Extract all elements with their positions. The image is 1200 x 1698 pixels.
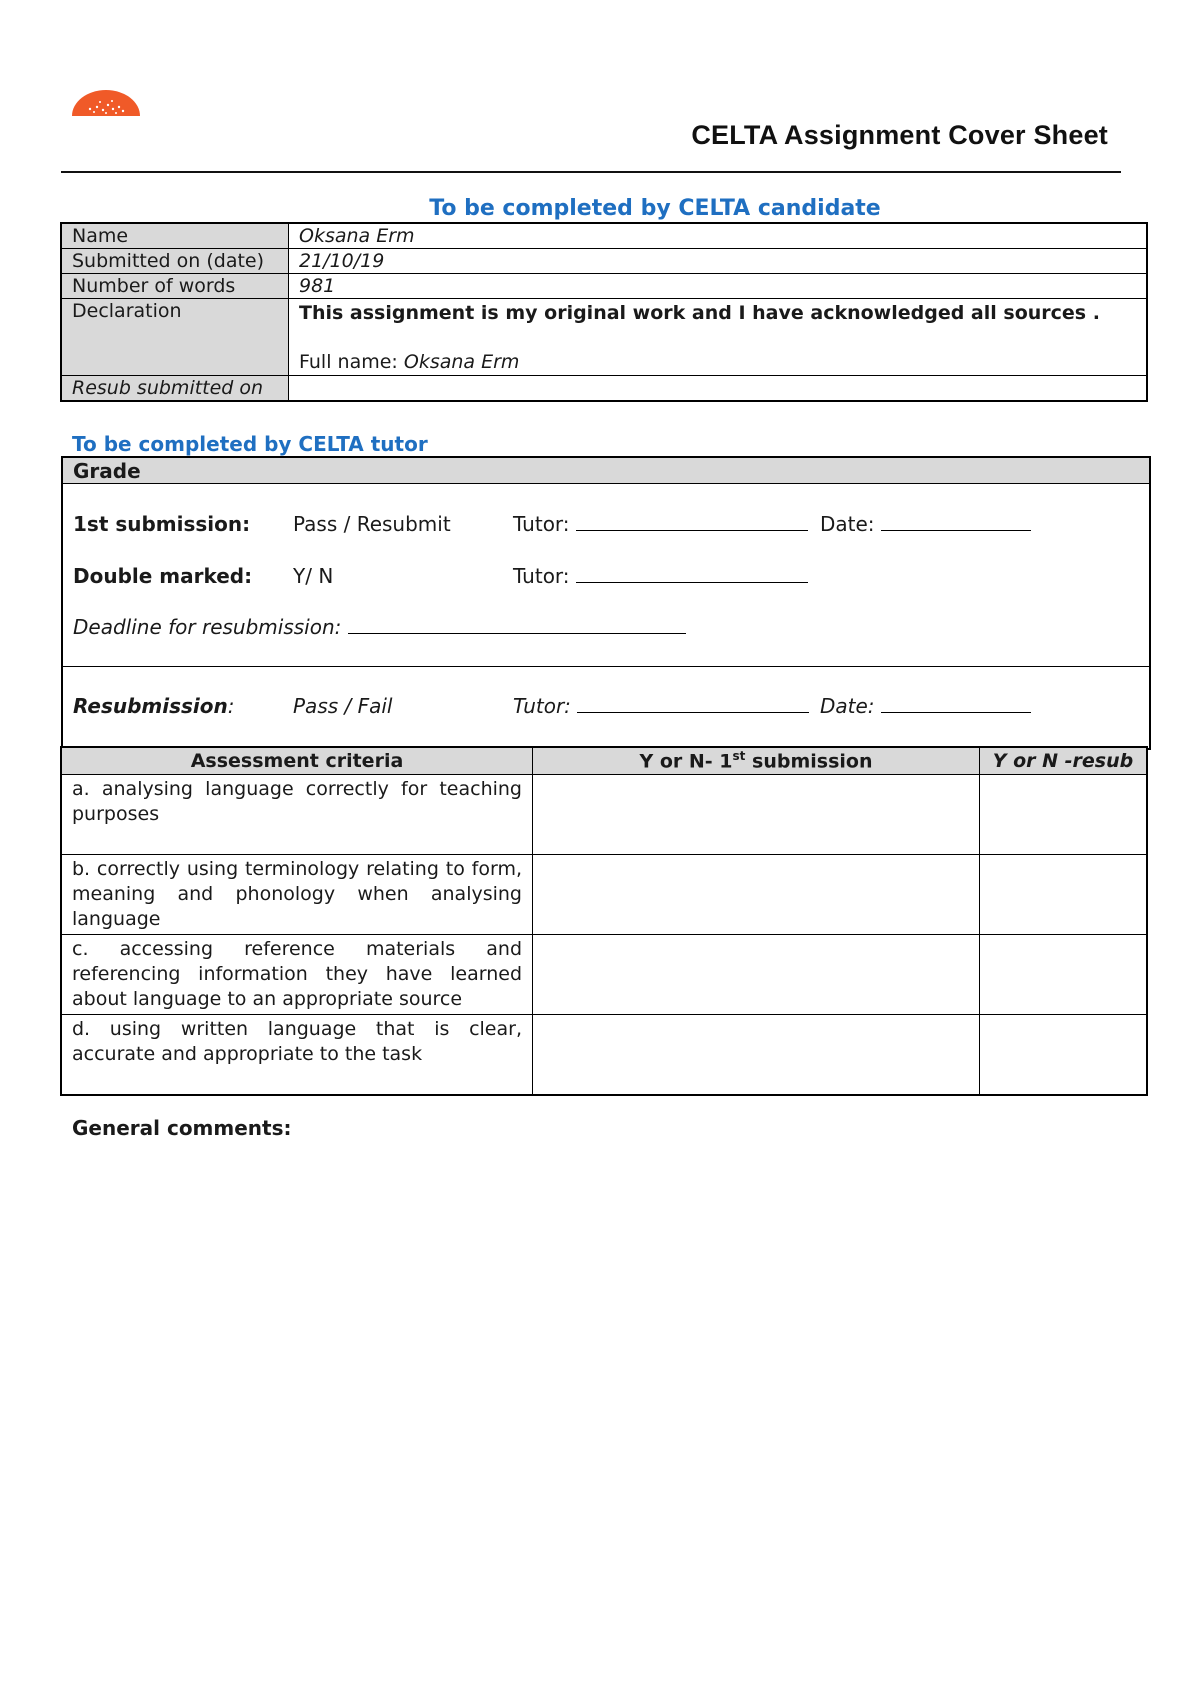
resubmission-colon: : xyxy=(227,694,235,718)
double-marked-tutor xyxy=(513,564,808,588)
declaration-cell xyxy=(289,299,1148,376)
candidate-section-heading: To be completed by CELTA candidate xyxy=(429,196,881,221)
deadline-label: Deadline for resubmission: xyxy=(73,615,342,639)
full-name-value[interactable]: Oksana Erm xyxy=(403,351,520,373)
first-submission-options[interactable]: Pass / Resubmit xyxy=(293,512,451,536)
resub-submitted-value[interactable] xyxy=(289,376,1148,402)
resubmission-tutor xyxy=(513,694,809,718)
submitted-on-value[interactable]: 21/10/19 xyxy=(289,249,1148,274)
first-submission-cell[interactable] xyxy=(533,775,980,855)
tutor-label: Tutor: xyxy=(513,694,571,718)
first-submission-cell[interactable] xyxy=(533,935,980,1015)
grade-divider xyxy=(63,666,1149,667)
grade-box xyxy=(61,456,1151,750)
table-row xyxy=(61,376,1147,402)
resub-cell[interactable] xyxy=(980,855,1148,935)
name-label: Name xyxy=(61,223,289,249)
name-value[interactable]: Oksana Erm xyxy=(289,223,1148,249)
table-header-row xyxy=(61,747,1147,775)
criterion-d: d. using written language that is clear, accurate and appropriate to the task xyxy=(61,1015,533,1096)
date-line[interactable] xyxy=(881,694,1031,713)
full-name-label: Full name: xyxy=(299,351,404,373)
first-submission-date xyxy=(820,512,1031,536)
grade-title: Grade xyxy=(63,458,1149,484)
tutor-label: Tutor: xyxy=(513,564,570,588)
resub-cell[interactable] xyxy=(980,935,1148,1015)
full-name-line xyxy=(299,350,1136,374)
table-row xyxy=(61,223,1147,249)
first-submission-tutor xyxy=(513,512,808,536)
resub-cell[interactable] xyxy=(980,775,1148,855)
assessment-criteria-table xyxy=(60,746,1148,1096)
resubmission-date xyxy=(820,694,1031,718)
resubmission-label: Resubmission xyxy=(73,694,228,718)
table-row xyxy=(61,249,1147,274)
resub-header: Y or N -resub xyxy=(980,747,1148,775)
declaration-label: Declaration xyxy=(61,299,289,376)
table-row xyxy=(61,935,1147,1015)
date-label: Date: xyxy=(820,512,875,536)
criterion-c: c. accessing reference materials and referencing information they have learned about language to an appropriate source xyxy=(61,935,533,1015)
table-row xyxy=(61,274,1147,299)
first-submission-cell[interactable] xyxy=(533,1015,980,1096)
resubmission-options[interactable]: Pass / Fail xyxy=(293,694,393,718)
first-submission-cell[interactable] xyxy=(533,855,980,935)
table-row xyxy=(61,775,1147,855)
tutor-signature-line[interactable] xyxy=(577,694,809,713)
word-count-value[interactable]: 981 xyxy=(289,274,1148,299)
table-row xyxy=(61,855,1147,935)
table-row xyxy=(61,299,1147,376)
first-submission-header xyxy=(533,747,980,775)
deadline-line[interactable] xyxy=(348,615,686,634)
tutor-signature-line[interactable] xyxy=(576,512,808,531)
resub-cell[interactable] xyxy=(980,1015,1148,1096)
criteria-header: Assessment criteria xyxy=(61,747,533,775)
sunrise-logo-icon xyxy=(70,88,142,118)
word-count-label: Number of words xyxy=(61,274,289,299)
date-line[interactable] xyxy=(881,512,1031,531)
title-divider xyxy=(61,171,1121,173)
tutor-signature-line[interactable] xyxy=(576,564,808,583)
date-label: Date: xyxy=(820,694,875,718)
deadline-row xyxy=(73,615,686,639)
tutor-section-heading: To be completed by CELTA tutor xyxy=(72,432,428,456)
criterion-a: a. analysing language correctly for teaching purposes xyxy=(61,775,533,855)
table-row xyxy=(61,1015,1147,1096)
page-title: CELTA Assignment Cover Sheet xyxy=(691,120,1108,150)
first-header-sup: st xyxy=(732,749,746,764)
general-comments-label: General comments: xyxy=(72,1116,292,1140)
first-submission-label: 1st submission: xyxy=(73,512,251,536)
first-header-prefix: Y or N- 1 xyxy=(639,750,733,773)
resubmission-label-group xyxy=(73,694,235,718)
first-header-suffix: submission xyxy=(745,750,873,773)
declaration-statement: This assignment is my original work and I have acknowledged all sources . xyxy=(299,302,1100,324)
criterion-b: b. correctly using terminology relating to form, meaning and phonology when analysing language xyxy=(61,855,533,935)
double-marked-label: Double marked: xyxy=(73,564,253,588)
candidate-info-table xyxy=(60,222,1148,402)
double-marked-options[interactable]: Y/ N xyxy=(293,564,334,588)
submitted-on-label: Submitted on (date) xyxy=(61,249,289,274)
tutor-label: Tutor: xyxy=(513,512,570,536)
resub-submitted-label: Resub submitted on xyxy=(61,376,289,402)
